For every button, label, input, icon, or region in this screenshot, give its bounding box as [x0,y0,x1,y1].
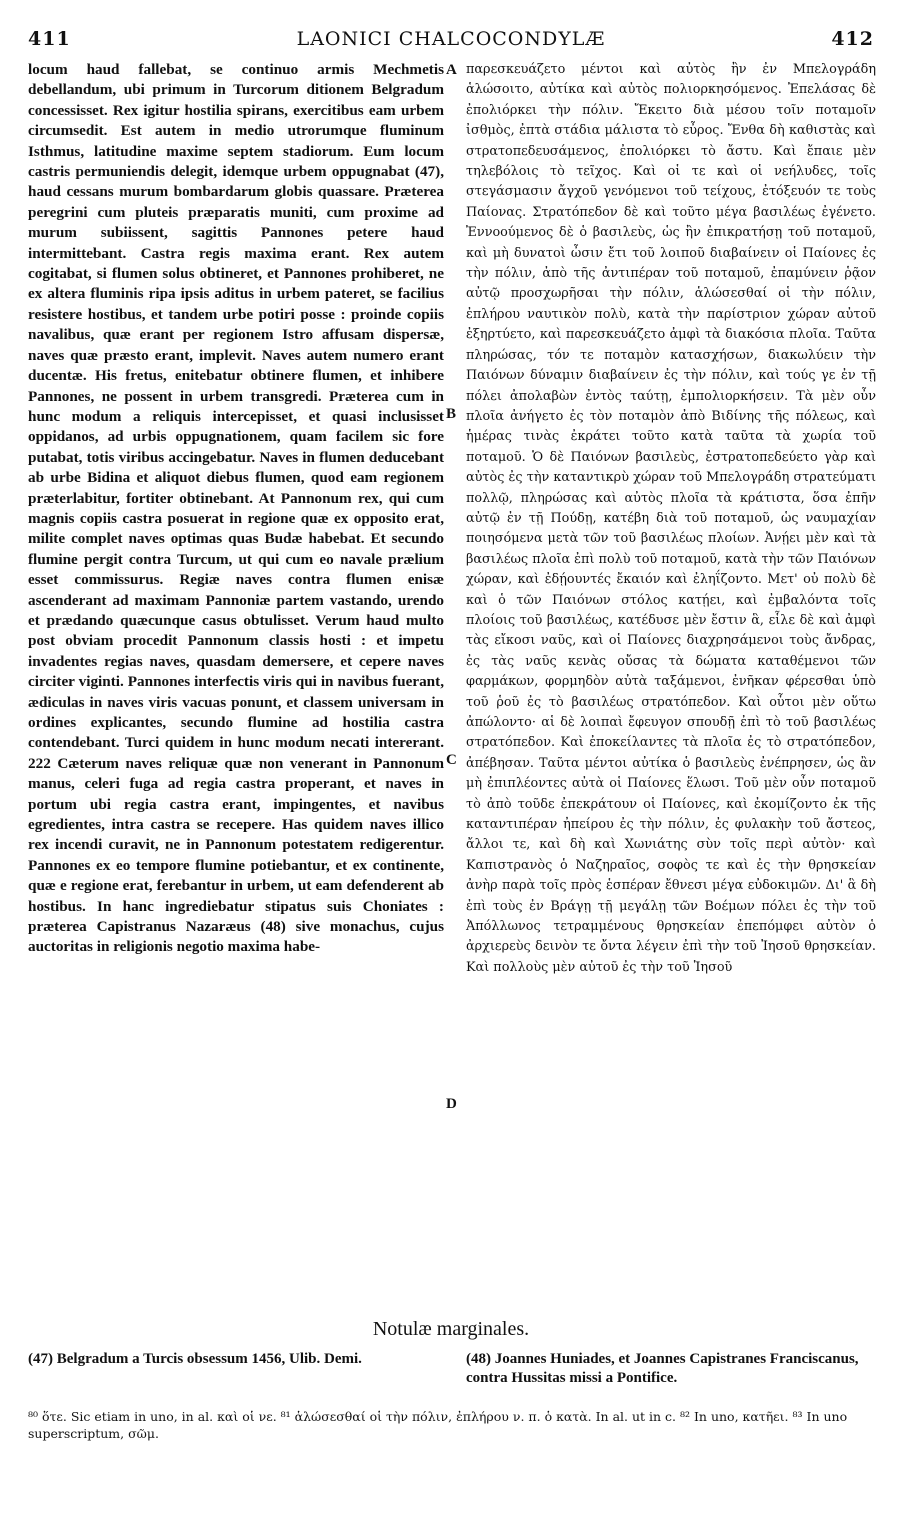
latin-text: locum haud fallebat, se continuo armis Mechmetis debellandum, ubi primum in Turcorum ditionem Belgradum concessisset. Rex igitur hostilia spirans, exercitibus eam urbem circumsedit. Est autem in medio utrorumque fluminum Isthmus, latitudine maxime septem stadiorum. Eum locum castris permuniendis delegit, idemque urbem oppugnabat (47), haud cessans murum bombardarum globis quassare. Præterea peregrini cum pluteis præparatis muniti, cum proxime ad murum subiissent, sagittis Pannones petere haud intermittebant. Castra regis maxima erant. Rex autem cogitabat, si flumen solus obtineret, et Pannones prohiberet, ne ex altera fluminis ripa ipsis aditus in urbem pateret, se facilius resistere hostibus, et tandem urbe potiri posse : proinde copiis navalibus, quæ erant per regionem Istro affusam dispersæ, naves quæ præsto erant, implevit. Naves autem numero erant ducentæ. His fretus, enitebatur obtinere flumen, et inhibere Pannones, ne possent in urbem transgredi. Præterea cum in hunc modum a reliquis intercepisset, et quasi inclusisset oppidanos, ad urbis oppugnationem, quam facilem sic fore putabat, totis viribus accingebatur. Naves in flumen deducebant ab urbe Bidina et aliquot diebus flumen, quod eam regionem præterlabitur, fortiter obtinebant. At Pannonum rex, qui cum magnis copiis castra posuerat in regione quæ ex opposito erat, milite complet naves optimas quas Budæ habebat. Et secundo flumine pergit contra Turcum, ut qui cum eo navale prælium esset commissurus. Regiæ naves contra flumen enisæ ascenderant ad maximam Pannoniæ partem vastando, urendo et prædando quæcunque casus obtulisset. Verum haud multo post obviam procedit Pannonum classis hosti : et impetu invadentes regias naves, quasdam demersere, et cepere naves circiter viginti. Pannones interfectis viris qui in navibus fuerant, ædiculas in naves viris vacuas ponunt, et classem universam in ordines explicantes, secundo flumine ad hostilia castra contendebant. Turci quidem in hunc modum necati intererant. 222 Cæterum naves reliquæ quæ non venerant in Pannonum manus, celeri fuga ad regia castra properant, et naves in portum ubi regia castra erant, impingentes, et navibus egredientes, intra castra se recepere. Has quidem naves illico rex incendi curavit, ne in Pannonum potestatem redigerentur. Pannones ex eo tempore flumine potiebantur, et ex continente, quæ e regione erat, ferebantur in urbem, ut eam defenderent ab hostibus. In hanc ingrediebatur stipatus suis Choniates : præterea Capistranus Nazaræus (48) sive monachus, cujus auctoritas in religionis negotio maxima habe- [28,61,444,956]
margin-letter-d: D [446,1096,457,1112]
marginal-note-47: (47) Belgradum a Turcis obsessum 1456, Ulib. Demi. [28,1351,362,1367]
margin-letter-c: C [446,752,457,768]
running-title: LAONICI CHALCOCONDYLÆ [296,28,606,50]
margin-letter-b: B [446,406,457,422]
page-header [28,28,874,58]
page-number-right: 412 [831,28,874,50]
latin-column [28,60,444,958]
greek-text: παρεσκευάζετο μέντοι καὶ αὐτὸς ἢν ἐν Μπελογράδη ἁλώσοιτο, αὐτίκα καὶ αὐτὸς πολιορκησόμενος. Ἐπελάσας δὲ ἐπολιόρκει τὴν πόλιν. Ἔκειτο διὰ μέσου τοῖν ποταμοῖν ἰσθμὸς, ἐπτὰ στάδια μάλιστα τὸ εὖρος. Ἔνθα δὴ καθιστὰς καὶ στρατοπεδευσάμενος, ἐπολιόρκει τὸ ἄστυ. Καὶ ἔπαιε μὲν τηλεβόλοις τὸ τεῖχος. Καὶ οἱ τε καὶ οἱ νεήλυδες, τοῖς στεγάσμασιν ἄγχοῦ γενόμενοι τοῦ τείχους, ἐτόξευόν τε τοὺς Παίονας. Στρατόπεδον δὲ καὶ τοῦτο μέγα βασιλέως ἐγένετο. Ἐννοούμενος δὲ ὁ βασιλεὺς, ὡς ἢν ἐπικρατήσῃ τοῦ ποταμοῦ, καὶ μὴ δυνατοὶ ὦσιν ἔτι τοῦ λοιποῦ διαβαίνειν οἱ Παίονες ἐς τὴν πόλιν, ἀπὸ τῆς ἀντιπέραν τοῦ ποταμοῦ, ἐπαμύνειν ῥᾷον αὐτῷ προσχωρῆσαι τὴν πόλιν, ἁλώσεσθαί οἱ τὴν πόλιν, ἐπλήρου ναυτικὸν πολὺ, κατὰ τὴν παρίστριον χώραν αὐτοῦ ἐξηρτύετο, καὶ παρεσκευάζετο ἀμφὶ τὰ διακόσια πλοῖα. Ταῦτα πληρώσας, τόν τε ποταμὸν κατασχήσων, διακωλύειν τὴν Παιόνων δύναμιν διαβαίνειν ἐς τὴν πόλιν, καὶ τούς γε ἐν τῇ πόλει ἀπολαβὼν ἐντὸς ταύτῃ, ἐμπολιορκήσειν. Τὰ μὲν οὖν πλοῖα ἀνήγετο ἐς τὸν ποταμὸν ἀπὸ Βιδίνης τῆς πόλεως, καὶ ἡμέρας τινὰς ἐκράτει τοῦτο κατὰ ταῦτα τὰ χωρία τοῦ ποταμοῦ. Ὁ δὲ Παιόνων βασιλεὺς, ἐστρατοπεδεύετο γὰρ καὶ αὐτὸς ἐς τὴν καταντικρὺ χώραν τοῦ Μπελογράδη στρατεύματι πολλῷ, πληρώσας καὶ αὐτὸς πλοῖα τὰ κράτιστα, ὅσα ἐπῆν αὐτῷ ἐν τῇ Πούδῃ, κατέβη διὰ τοῦ ποταμοῦ, ὡς ναυμαχίαν ποιησόμενα μετὰ τῶν τοῦ βασιλέως πλοίων. Ἀνῄει μὲν καὶ τὰ βασιλέως πλοῖα ἐπὶ πολὺ τοῦ ποταμοῦ, κατὰ τὴν τῶν Παιόνων χώραν, καὶ ἐδῄουντές ἔκαιόν καὶ ἐληΐζοντο. Μετ' οὐ πολὺ δὲ καὶ ὁ τῶν Παιόνων στόλος κατῄει, καὶ ἐμβαλόντα τοῖς πλοίοις τοῦ βασιλέως, κατέδυσε μὲν ἔστιν ἃ, εἷλε δὲ καὶ ἀμφὶ τὰς εἴκοσι ναῦς, καὶ οἱ Παίονες διαχρησάμενοι τοὺς ἄνδρας, ἐς τὰς ναῦς κενὰς οὔσας τὰ δώματα καταθέμενοι τῶν φαρμάκων, φορμηδὸν αὐτὰ ταξάμενοι, ἐνῆκαν φέρεσθαι ὑπὸ τοῦ ῥοῦ ἐς τὸ βασιλέως στρατόπεδον. Καὶ οὗτοι μὲν οὕτω ἀπώλοντο· αἱ δὲ λοιπαὶ ἔφευγον σπουδῇ ἐπὶ τὸ τοῦ βασιλέως στρατόπεδον. Καὶ ἐποκείλαντες τὰ πλοῖα ἐς τὸ στρατόπεδον, ἀπέβησαν. Ταῦτα μέντοι αὐτίκα ὁ βασιλεὺς ἐνέπρησεν, ὡς ἂν μὴ ἐπιπλέοντες αὐτὰ οἱ Παίονες ἕλωσι. Τοῦ μὲν οὖν ποταμοῦ τὸ ἀπὸ τοῦδε ἐπεκράτουν οἱ Παίονες, καὶ ἐκομίζοντο ἐκ τῆς καταντιπέραν ἠπείρου ἐς τὴν πόλιν, ἐς φυλακὴν τοῦ ἄστεος, ἄλλοι τε, καὶ δὴ καὶ Χωνιάτης σὺν τοῖς περὶ αὐτὸν· καὶ Καπιστρανὸς ὁ Ναζηραῖος, σοφὸς τε καὶ ἐς τὴν θρησκείαν ἀνὴρ παρὰ τοῖς πρὸς ἑσπέραν ἔθνεσι μέγα εὐδοκιμῶν. Δι' ἃ δὴ ἐπὶ τοὺς ἐν Βράγῃ τῇ μεγάλῃ τῶν Βοέμων πόλει ἐς τὴν τοῦ Ἀπόλλωνος τετραμμένους θρησκείαν ἐπεπόμφει αὐτὸν ὁ ἀρχιερεὺς δεινὸν τε ὄντα λέγειν ἐπὶ τὴν τοῦ Ἰησοῦ θρησκείαν. Καὶ πολλοὺς μὲν αὐτοῦ ἐς τὴν τοῦ Ἰησοῦ [466,62,876,975]
footnotes: ⁸⁰ ὅτε. Sic etiam in uno, in al. καὶ οἱ νε. ⁸¹ ἁλώσεσθαί οἱ τὴν πόλιν, ἐπλήρου ν. π. ὁ κατὰ. In al. ut in c. ⁸² In uno, κατῆει. ⁸³ In uno superscriptum, σῶμ. [28,1409,848,1441]
page-number-left: 411 [28,28,71,50]
notes-heading: Notulæ marginales. [372,1318,530,1340]
marginal-note-48: (48) Joannes Huniades, et Joannes Capistranes Franciscanus, contra Hussitas missi a Pontifice. [466,1351,859,1386]
greek-column [466,60,876,978]
margin-letter-a: A [446,62,457,78]
